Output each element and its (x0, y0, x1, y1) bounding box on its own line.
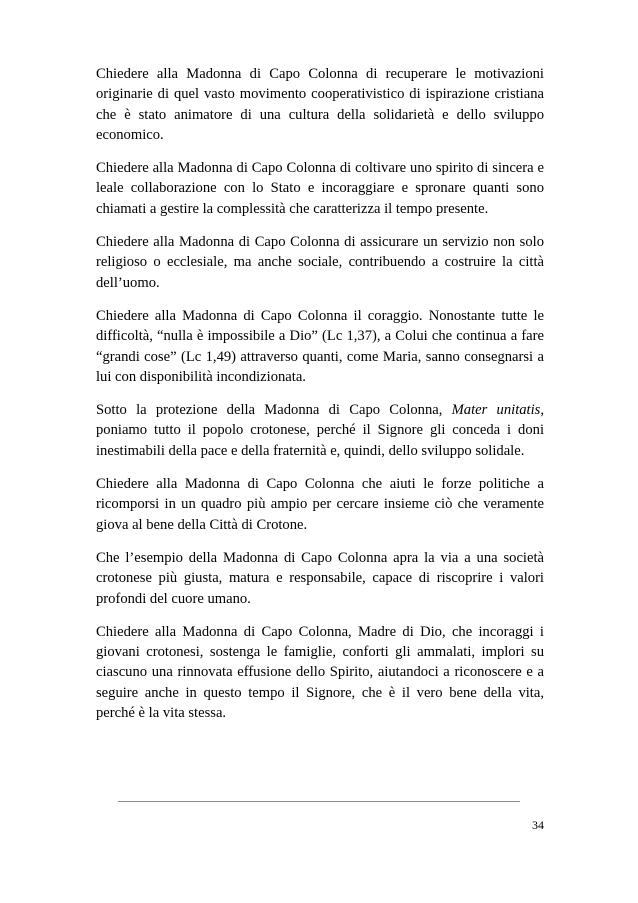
paragraph-1: Chiedere alla Madonna di Capo Colonna di recuperare le motivazioni originarie di quel vasto movimento cooperativistico di ispirazione cristiana che è stato animatore di una cultura della solidarietà e dello sviluppo economico. (96, 66, 544, 143)
paragraph-3: Chiedere alla Madonna di Capo Colonna di assicurare un servizio non solo religioso o ecclesiale, ma anche sociale, contribuendo a costruire la città dell’uomo. (96, 234, 544, 291)
paragraph-4: Chiedere alla Madonna di Capo Colonna il coraggio. Nonostante tutte le difficoltà, “nulla è impossibile a Dio” (Lc 1,37), a Colui che continua a fare “grandi cose” (Lc 1,49) attraverso quanti, come Maria, sanno consegnarsi a lui con disponibilità incondizionata. (96, 307, 544, 385)
paragraph-8: Chiedere alla Madonna di Capo Colonna, Madre di Dio, che incoraggi i giovani crotonesi, sostenga le famiglie, conforti gli ammalati, implori su ciascuno una rinnovata effusione dello Spirito, aiutandoci a riconoscere e a seguire anche in questo tempo il Signore, che è il vero bene della vita, perché è la vita stessa. (96, 623, 544, 722)
footer-divider (118, 801, 520, 802)
body-text (96, 64, 544, 736)
paragraph-5-before: Sotto la protezione della Madonna di Capo Colonna, (96, 402, 452, 419)
page-number: 34 (532, 818, 544, 832)
mater-unitatis-italic: Mater unitatis (451, 402, 541, 419)
paragraph-5 (96, 400, 544, 461)
paragraph-2: Chiedere alla Madonna di Capo Colonna di coltivare uno spirito di sincera e leale collaborazione con lo Stato e incoraggiare e spronare quanti sono chiamati a gestire la complessità che caratterizza il tempo presente. (96, 160, 544, 217)
paragraph-6: Chiedere alla Madonna di Capo Colonna che aiuti le forze politiche a ricomporsi in un quadro più ampio per cercare insieme ciò che veramente giova al bene della Città di Crotone. (96, 476, 544, 533)
paragraph-7: Che l’esempio della Madonna di Capo Colonna apra la via a una società crotonese più giusta, matura e responsabile, capace di riscoprire i valori profondi del cuore umano. (96, 549, 544, 607)
paragraph-5-after: , poniamo tutto il popolo crotonese, perché il Signore gli conceda i doni inestimabili della pace e della fraternità e, quindi, dello sviluppo solidale. (96, 402, 544, 459)
